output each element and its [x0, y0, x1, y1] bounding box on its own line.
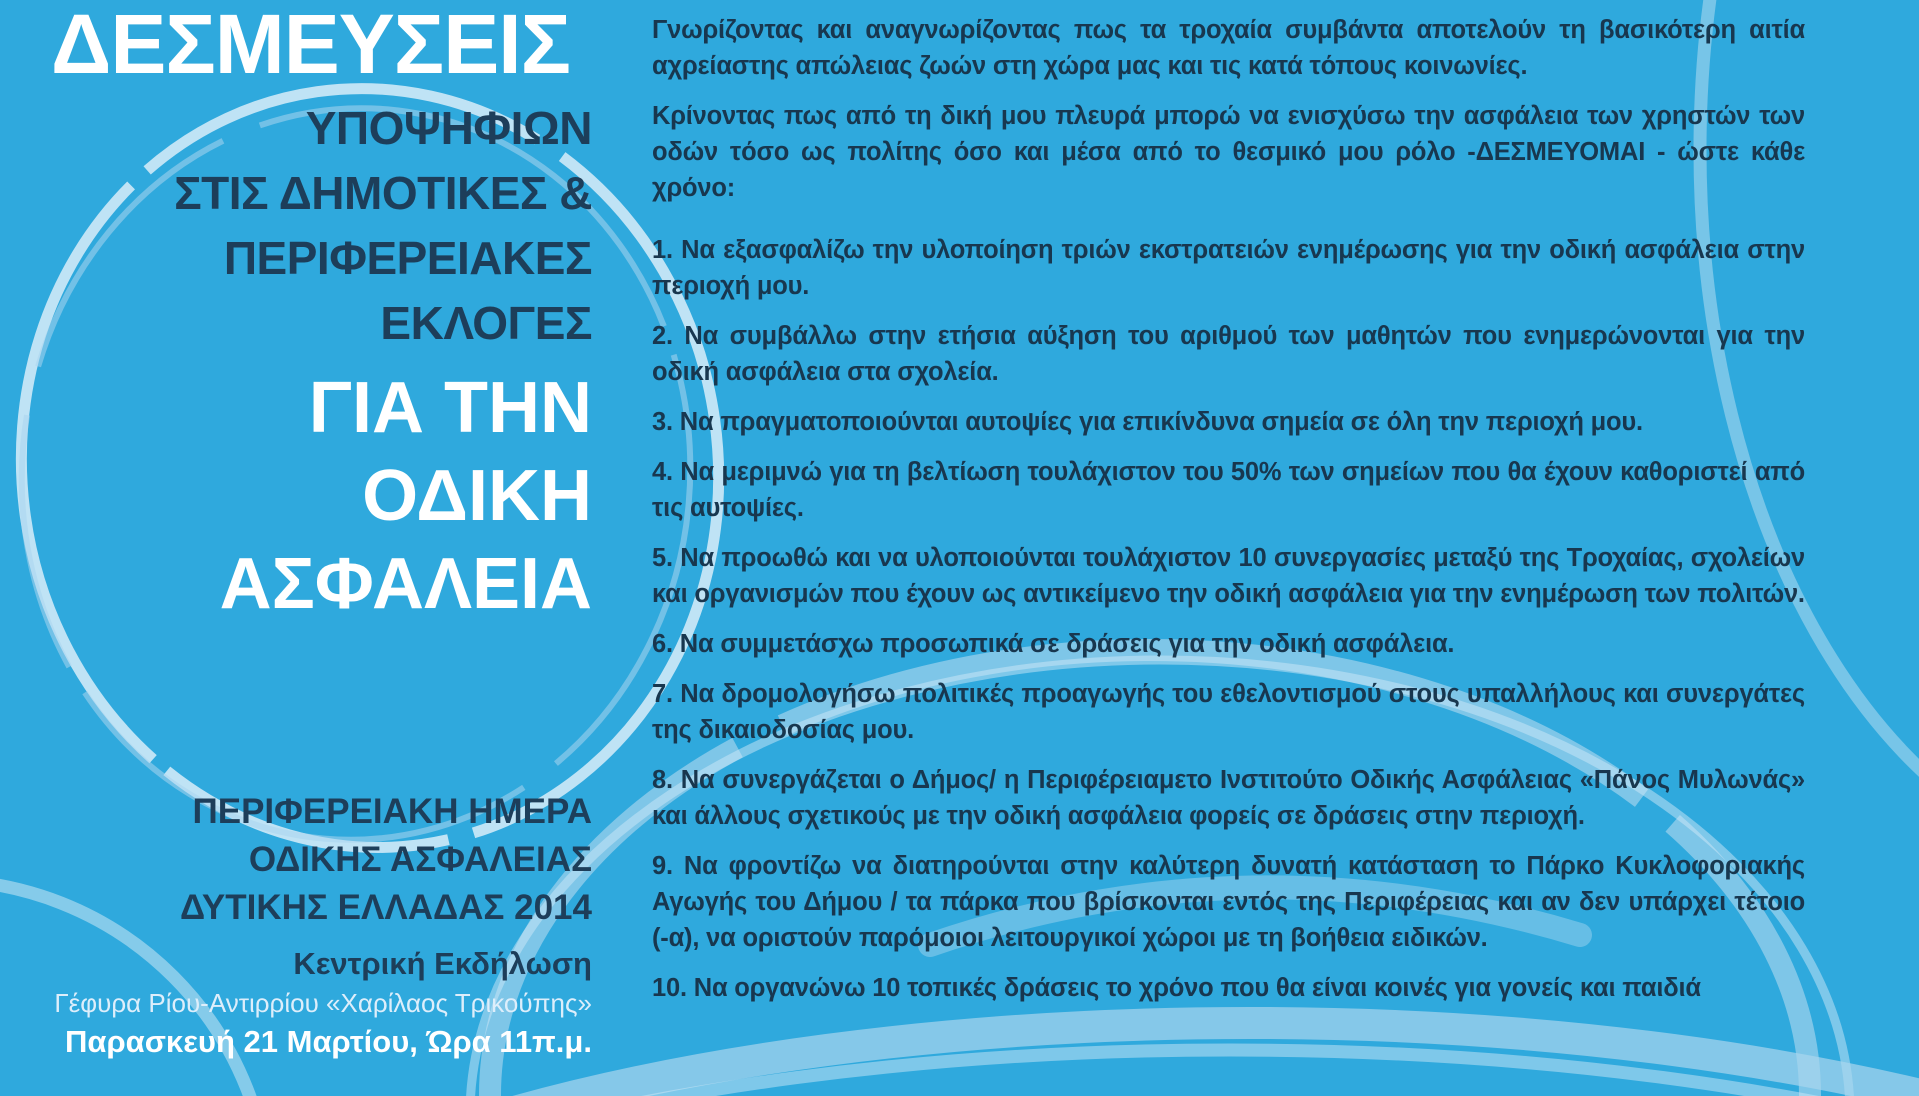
commitment-item: 5. Να προωθώ και να υλοποιούνται τουλάχιστον 10 συνεργασίες μεταξύ της Τροχαίας, σχολείων και οργανισμών που έχουν ως αντικείμενο την οδική ασφάλεια για την ενημέρωση των πολιτών. [652, 544, 1805, 608]
highlight-line: ΓΙΑ ΤΗΝ [308, 368, 592, 448]
subtitle-line: ΥΠΟΨΗΦΙΩΝ [305, 102, 592, 154]
highlight-line: ΟΔΙΚΗ [362, 456, 592, 536]
poster-subtitle [0, 96, 592, 356]
commitment-item: 4. Να μεριμνώ για τη βελτίωση τουλάχιστον του 50% των σημείων που θα έχουν καθοριστεί από τις αυτοψίες. [652, 458, 1805, 522]
commitment-item: 8. Να συνεργάζεται ο Δήμος/ η Περιφέρειαμετο Ινστιτούτο Οδικής Ασφάλειας «Πάνος Μυλωνάς» και άλλους σχετικούς με την οδική ασφάλεια φορείς σε δράσεις στην περιοχή. [652, 766, 1805, 830]
intro-paragraph: Κρίνοντας πως από τη δική μου πλευρά μπορώ να ενισχύσω την ασφάλεια των χρηστών των οδών τόσο ως πολίτης όσο και μέσα από το θεσμικό μου ρόλο -ΔΕΣΜΕΥΟΜΑΙ - ώστε κάθε χρόνο: [652, 102, 1805, 202]
event-location: Γέφυρα Ρίου-Αντιρρίου «Χαρίλαος Τρικούπης» [54, 988, 592, 1018]
commitment-item: 10. Να οργανώνω 10 τοπικές δράσεις το χρόνο που θα είναι κοινές για γονείς και παιδιά [652, 974, 1701, 1002]
poster-main-title: ΔΕΣΜΕΥΣΕΙΣ [50, 0, 570, 91]
event-label: Κεντρική Εκδήλωση [293, 946, 592, 981]
event-title [0, 788, 592, 932]
subtitle-line: ΣΤΙΣ ΔΗΜΟΤΙΚΕΣ & [174, 167, 592, 219]
intro-paragraph: Γνωρίζοντας και αναγνωρίζοντας πως τα τροχαία συμβάντα αποτελούν τη βασικότερη αιτία αχρείαστης απώλειας ζωών στη χώρα μας και τις κατά τόπους κοινωνίες. [652, 16, 1805, 80]
subtitle-line: ΕΚΛΟΓΕΣ [380, 297, 592, 349]
subtitle-line: ΠΕΡΙΦΕΡΕΙΑΚΕΣ [223, 232, 592, 284]
highlight-line: ΑΣΦΑΛΕΙΑ [219, 544, 592, 624]
commitment-item: 9. Να φροντίζω να διατηρούνται στην καλύτερη δυνατή κατάσταση το Πάρκο Κυκλοφοριακής Αγωγής του Δήμου / τα πάρκα που βρίσκονται εντός της Περιφέρειας και αν δεν υπάρχει τέτοιο (-α), να οριστούν παρόμοιοι λειτουργικοί χώροι με τη βοήθεια ειδικών. [652, 852, 1805, 952]
left-column [0, 0, 594, 1096]
poster-highlight-title [0, 364, 592, 628]
commitment-item: 1. Να εξασφαλίζω την υλοποίηση τριών εκστρατειών ενημέρωσης για την οδική ασφάλεια στην περιοχή μου. [652, 236, 1805, 300]
commitment-item: 7. Να δρομολογήσω πολιτικές προαγωγής του εθελοντισμού στους υπαλλήλους και συνεργάτες της δικαιοδοσίας μου. [652, 680, 1805, 744]
event-title-line: ΟΔΙΚΗΣ ΑΣΦΑΛΕΙΑΣ [248, 840, 592, 879]
commitment-item: 2. Να συμβάλλω στην ετήσια αύξηση του αριθμού των μαθητών που ενημερώνονται για την οδική ασφάλεια στα σχολεία. [652, 322, 1805, 386]
commitment-item: 6. Να συμμετάσχω προσωπικά σε δράσεις για την οδική ασφάλεια. [652, 630, 1455, 658]
event-title-line: ΔΥΤΙΚΗΣ ΕΛΛΑΔΑΣ 2014 [179, 888, 592, 927]
event-title-line: ΠΕΡΙΦΕΡΕΙΑΚΗ ΗΜΕΡΑ [192, 792, 592, 831]
commitment-item: 3. Να πραγματοποιούνται αυτοψίες για επικίνδυνα σημεία σε όλη την περιοχή μου. [652, 408, 1643, 436]
event-datetime: Παρασκευή 21 Μαρτίου, Ώρα 11π.μ. [65, 1024, 592, 1059]
commitments-text-column [652, 12, 1805, 1020]
